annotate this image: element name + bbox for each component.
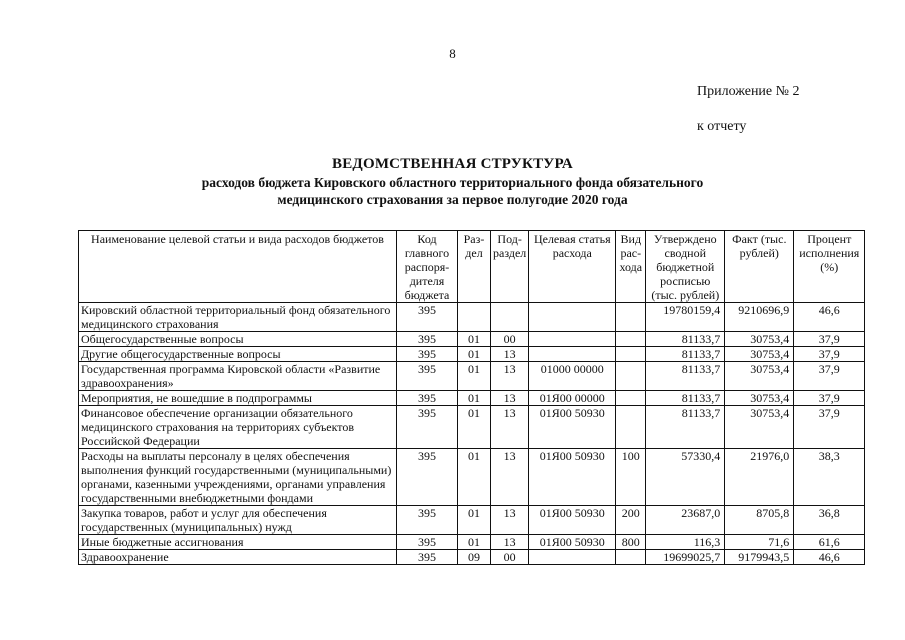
row-name: Мероприятия, не вошедшие в подпрограммы xyxy=(79,391,397,406)
row-name: Расходы на выплаты персоналу в целях обеспечения выполнения функций государственными (муниципальными) органами, казенными учреждениями, органами управления государственными внебюджетными фондами xyxy=(79,449,397,506)
row-fact: 30753,4 xyxy=(725,391,794,406)
header-approved: Утверждено сводной бюджетной росписью (тыс. рублей) xyxy=(646,231,725,303)
row-target: 01Я00 50930 xyxy=(529,406,616,449)
row-target: 01Я00 50930 xyxy=(529,535,616,550)
row-approved: 81133,7 xyxy=(646,406,725,449)
row-section: 01 xyxy=(458,347,491,362)
row-fact: 71,6 xyxy=(725,535,794,550)
row-name: Кировский областной территориальный фонд обязательного медицинского страхования xyxy=(79,303,397,332)
row-approved: 81133,7 xyxy=(646,347,725,362)
row-approved: 23687,0 xyxy=(646,506,725,535)
table-row xyxy=(79,362,865,391)
table-row xyxy=(79,406,865,449)
table-row xyxy=(79,303,865,332)
row-subsection: 00 xyxy=(491,332,529,347)
row-type: 800 xyxy=(616,535,646,550)
page-number: 8 xyxy=(449,46,456,61)
row-subsection: 13 xyxy=(491,449,529,506)
row-subsection: 13 xyxy=(491,391,529,406)
title-line-1: ВЕДОМСТВЕННАЯ СТРУКТУРА xyxy=(332,156,573,172)
row-fact: 9210696,9 xyxy=(725,303,794,332)
row-percent: 37,9 xyxy=(794,391,865,406)
row-name: Здравоохранение xyxy=(79,550,397,565)
row-name: Государственная программа Кировской области «Развитие здравоохранения» xyxy=(79,362,397,391)
row-code: 395 xyxy=(397,535,458,550)
row-percent: 37,9 xyxy=(794,347,865,362)
row-percent: 61,6 xyxy=(794,535,865,550)
header-code: Код главного распоря-дителя бюджета xyxy=(397,231,458,303)
table-row xyxy=(79,391,865,406)
row-target: 01Я00 50930 xyxy=(529,449,616,506)
row-type xyxy=(616,362,646,391)
row-target: 01Я00 00000 xyxy=(529,391,616,406)
row-percent: 37,9 xyxy=(794,406,865,449)
row-type xyxy=(616,303,646,332)
header-type: Вид рас-хода xyxy=(616,231,646,303)
row-code: 395 xyxy=(397,506,458,535)
row-section: 01 xyxy=(458,391,491,406)
row-section: 01 xyxy=(458,535,491,550)
header-target: Целевая статья расхода xyxy=(529,231,616,303)
table-header-row xyxy=(79,231,865,303)
row-type xyxy=(616,332,646,347)
table-row xyxy=(79,449,865,506)
row-target xyxy=(529,347,616,362)
row-subsection: 13 xyxy=(491,406,529,449)
row-target xyxy=(529,332,616,347)
row-section: 01 xyxy=(458,406,491,449)
table-row xyxy=(79,332,865,347)
row-type: 200 xyxy=(616,506,646,535)
header-percent: Процент исполнения (%) xyxy=(794,231,865,303)
row-type xyxy=(616,391,646,406)
appendix-label: Приложение № 2 xyxy=(697,84,800,99)
row-name: Финансовое обеспечение организации обязательного медицинского страхования на территориях субъектов Российской Федерации xyxy=(79,406,397,449)
header-subsection: Под-раздел xyxy=(491,231,529,303)
row-fact: 30753,4 xyxy=(725,332,794,347)
to-report-label: к отчету xyxy=(697,119,747,134)
row-fact: 30753,4 xyxy=(725,347,794,362)
row-percent: 46,6 xyxy=(794,550,865,565)
row-type xyxy=(616,550,646,565)
row-approved: 19780159,4 xyxy=(646,303,725,332)
row-section: 01 xyxy=(458,332,491,347)
row-subsection: 13 xyxy=(491,347,529,362)
row-subsection xyxy=(491,303,529,332)
row-name: Иные бюджетные ассигнования xyxy=(79,535,397,550)
row-code: 395 xyxy=(397,449,458,506)
row-percent: 37,9 xyxy=(794,332,865,347)
header-fact: Факт (тыс. рублей) xyxy=(725,231,794,303)
header-name: Наименование целевой статьи и вида расходов бюджетов xyxy=(79,231,397,303)
row-section: 01 xyxy=(458,362,491,391)
table-row xyxy=(79,506,865,535)
row-code: 395 xyxy=(397,347,458,362)
row-subsection: 13 xyxy=(491,506,529,535)
row-target: 01000 00000 xyxy=(529,362,616,391)
row-code: 395 xyxy=(397,332,458,347)
row-approved: 116,3 xyxy=(646,535,725,550)
row-percent: 38,3 xyxy=(794,449,865,506)
row-section: 09 xyxy=(458,550,491,565)
row-name: Другие общегосударственные вопросы xyxy=(79,347,397,362)
row-section xyxy=(458,303,491,332)
budget-structure-table xyxy=(78,230,865,565)
table-row xyxy=(79,535,865,550)
row-approved: 81133,7 xyxy=(646,391,725,406)
row-subsection: 00 xyxy=(491,550,529,565)
row-subsection: 13 xyxy=(491,362,529,391)
row-percent: 46,6 xyxy=(794,303,865,332)
row-approved: 19699025,7 xyxy=(646,550,725,565)
row-target xyxy=(529,550,616,565)
row-percent: 36,8 xyxy=(794,506,865,535)
row-fact: 21976,0 xyxy=(725,449,794,506)
document-title xyxy=(0,155,905,208)
table-row xyxy=(79,550,865,565)
row-target: 01Я00 50930 xyxy=(529,506,616,535)
header-section: Раз-дел xyxy=(458,231,491,303)
title-line-3: медицинского страхования за первое полугодие 2020 года xyxy=(277,192,628,207)
row-fact: 30753,4 xyxy=(725,362,794,391)
row-code: 395 xyxy=(397,362,458,391)
row-code: 395 xyxy=(397,550,458,565)
row-code: 395 xyxy=(397,391,458,406)
row-percent: 37,9 xyxy=(794,362,865,391)
row-approved: 57330,4 xyxy=(646,449,725,506)
row-name: Закупка товаров, работ и услуг для обеспечения государственных (муниципальных) нужд xyxy=(79,506,397,535)
row-type xyxy=(616,347,646,362)
row-fact: 9179943,5 xyxy=(725,550,794,565)
row-approved: 81133,7 xyxy=(646,332,725,347)
title-line-2: расходов бюджета Кировского областного территориального фонда обязательного xyxy=(201,175,704,190)
row-code: 395 xyxy=(397,406,458,449)
row-subsection: 13 xyxy=(491,535,529,550)
row-approved: 81133,7 xyxy=(646,362,725,391)
row-code: 395 xyxy=(397,303,458,332)
row-section: 01 xyxy=(458,506,491,535)
row-type xyxy=(616,406,646,449)
row-name: Общегосударственные вопросы xyxy=(79,332,397,347)
row-fact: 30753,4 xyxy=(725,406,794,449)
table-row xyxy=(79,347,865,362)
row-type: 100 xyxy=(616,449,646,506)
row-target xyxy=(529,303,616,332)
row-fact: 8705,8 xyxy=(725,506,794,535)
row-section: 01 xyxy=(458,449,491,506)
